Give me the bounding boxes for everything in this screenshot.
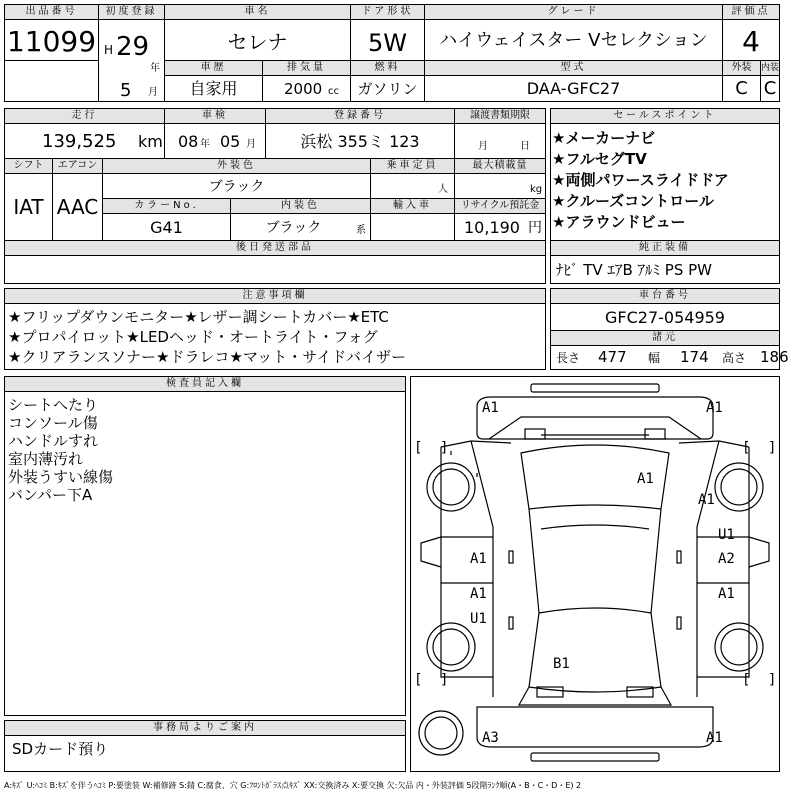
year-unit: 年	[150, 63, 160, 74]
car-name: セレナ	[227, 30, 288, 54]
mileage-header: 走行	[5, 109, 164, 124]
legend: A:ｷｽﾞ U:ﾍｺﾐ B:ｷｽﾞを伴うﾍｺﾐ P:要塗装 W:補修跡 S:錆 C:腐食、穴 G:ﾌﾛﾝﾄｶﾞﾗｽ点ｷｽﾞ XX:交換済み X:要交換 欠:欠品 内・外装評価 5段階ﾗﾝｸ順(A・B・C・D・E) 2	[4, 781, 582, 790]
max-load-header: 最大積載量	[455, 159, 545, 174]
inspection-year-unit: 年	[200, 139, 210, 150]
recycle-deposit: 10,190	[464, 218, 520, 237]
door-type: 5W	[368, 29, 407, 57]
interior-color: ブラック	[265, 220, 322, 236]
sales-point: ★フルセグTV	[552, 150, 647, 168]
sales-point: ★両側パワースライドドア	[552, 171, 729, 189]
int-color-header: 内装色	[231, 199, 370, 214]
sales-point: ★アラウンドビュー	[552, 213, 686, 231]
bracket-left-top: [	[414, 440, 423, 456]
mark-left-rear-door: U1	[470, 611, 487, 627]
equipment-value: ﾅﾋﾞ TV ｴｱB ｱﾙﾐ PS PW	[556, 261, 712, 279]
inspector-note: コンソール傷	[8, 414, 98, 432]
bracket-right-top: [	[742, 440, 751, 456]
grade-header: グレード	[425, 5, 722, 20]
mark-right-fender: A1	[698, 492, 715, 508]
dims-header: 諸元	[551, 331, 779, 346]
inspection-year: 08	[178, 132, 199, 151]
mark-right-front-door-upper: U1	[718, 527, 735, 543]
sales-points-header: セールスポイント	[551, 109, 779, 124]
recycle-header: リサイクル預託金	[455, 199, 545, 214]
bracket-right-bottom-close: ]	[768, 672, 777, 688]
mark-rear-right: A1	[706, 730, 723, 746]
notes-header: 注意事項欄	[5, 289, 545, 304]
exterior-color: ブラック	[208, 179, 265, 195]
exterior-header: 外装	[723, 61, 760, 76]
mark-left-rear-door-upper: A1	[470, 586, 487, 602]
mark-roof-rear: B1	[553, 656, 570, 672]
ext-color-header: 外装色	[103, 159, 370, 174]
first-reg-month: 5	[120, 80, 132, 101]
transfer-header: 譲渡書類期限	[455, 109, 545, 124]
inspector-note: ハンドルすれ	[8, 432, 99, 450]
ac-header: エアコン	[53, 159, 102, 174]
office-text: SDカード預り	[12, 740, 109, 758]
mileage-unit: km	[138, 132, 163, 151]
inspector-note: バンパー下A	[8, 486, 93, 504]
chassis-number: GFC27-054959	[605, 308, 725, 327]
chassis-header: 車台番号	[551, 289, 779, 304]
month-unit: 月	[148, 87, 158, 98]
max-load-unit: kg	[530, 184, 543, 195]
width-label: 幅	[648, 351, 661, 365]
capacity-unit: 人	[438, 184, 448, 195]
interior-header: 内装	[761, 61, 779, 76]
mileage: 139,525	[42, 131, 117, 152]
import-header: 輸入車	[371, 199, 454, 214]
inspection-header: 車検	[165, 109, 265, 124]
sales-point: ★メーカーナビ	[552, 129, 656, 147]
model-header: 型式	[425, 61, 722, 76]
inspector-note: 外装うすい線傷	[8, 468, 114, 486]
inspector-header: 検査員記入欄	[5, 377, 405, 392]
car-name-header: 車名	[165, 5, 350, 20]
bracket-right-top-close: ]	[768, 440, 777, 456]
lot-number-header: 出品番号	[5, 5, 98, 20]
registration-number: 浜松 355ミ 123	[300, 132, 420, 151]
mark-left-front-door: A1	[470, 551, 487, 567]
recycle-unit: 円	[528, 220, 542, 236]
transfer-month-unit: 月	[478, 141, 488, 152]
width-value: 174	[680, 348, 709, 366]
door-header: ドア形状	[351, 5, 424, 20]
shift-header: シフト	[5, 159, 52, 174]
inspector-note: 室内薄汚れ	[8, 450, 84, 468]
interior-color-unit: 系	[356, 225, 366, 236]
length-label: 長さ	[556, 351, 581, 365]
inspection-month: 05	[220, 132, 241, 151]
height-label: 高さ	[722, 351, 747, 365]
displacement-header: 排気量	[263, 61, 350, 76]
era-letter: H	[104, 43, 114, 57]
car-diagram	[411, 377, 779, 771]
history-header: 車歴	[165, 61, 262, 76]
inspector-list	[8, 396, 113, 504]
mark-front-right: A1	[706, 400, 723, 416]
bracket-left-bottom: [	[414, 672, 423, 688]
bracket-left-bottom-close: ]	[440, 672, 449, 688]
length-value: 477	[598, 348, 627, 366]
sales-points-list	[552, 128, 729, 233]
shift: IAT	[13, 195, 44, 219]
notes-list	[8, 307, 406, 367]
color-number: G41	[150, 218, 183, 237]
fuel-header: 燃料	[351, 61, 424, 76]
mark-hood: A1	[637, 471, 654, 487]
later-parts-header: 後日発送部品	[5, 241, 545, 256]
lot-number: 11099	[6, 25, 97, 58]
overall-score: 4	[742, 25, 760, 58]
interior-score: C	[763, 78, 777, 99]
fuel: ガソリン	[357, 80, 418, 98]
displacement-unit: cc	[328, 86, 339, 97]
note-line: ★プロパイロット★LEDヘッド・オートライト・フォグ	[8, 328, 378, 346]
inspection-month-unit: 月	[246, 139, 256, 150]
grade: ハイウェイスター Vセレクション	[439, 30, 708, 51]
mark-right-front-door: A2	[718, 551, 735, 567]
inspector-note: シートへたり	[8, 396, 99, 414]
first-reg-year: 29	[116, 32, 150, 62]
car-history: 自家用	[189, 79, 238, 98]
sales-point: ★クルーズコントロール	[552, 192, 714, 210]
color-no-header: カラーNo.	[103, 199, 230, 214]
exterior-score: C	[735, 78, 748, 99]
reg-no-header: 登録番号	[266, 109, 454, 124]
bracket-left-top-close: ]	[440, 440, 449, 456]
height-value: 186	[760, 348, 789, 366]
score-header: 評価点	[723, 5, 779, 20]
note-line: ★クリアランスソナー★ドラレコ★マット・サイドバイザー	[8, 348, 406, 366]
bracket-right-bottom: [	[742, 672, 751, 688]
air-conditioner: AAC	[56, 195, 99, 219]
capacity-header: 乗車定員	[371, 159, 454, 174]
displacement: 2000	[284, 80, 323, 98]
transfer-day-unit: 日	[520, 141, 530, 152]
office-header: 事務局よりご案内	[5, 721, 405, 736]
model-code: DAA-GFC27	[526, 79, 621, 98]
note-line: ★フリップダウンモニター★レザー調シートカバー★ETC	[8, 308, 389, 326]
equipment-header: 純正装備	[551, 241, 779, 256]
first-reg-header: 初度登録	[99, 5, 164, 20]
mark-right-rear-door: A1	[718, 586, 735, 602]
mark-rear-left: A3	[482, 730, 499, 746]
mark-front-left: A1	[482, 400, 499, 416]
